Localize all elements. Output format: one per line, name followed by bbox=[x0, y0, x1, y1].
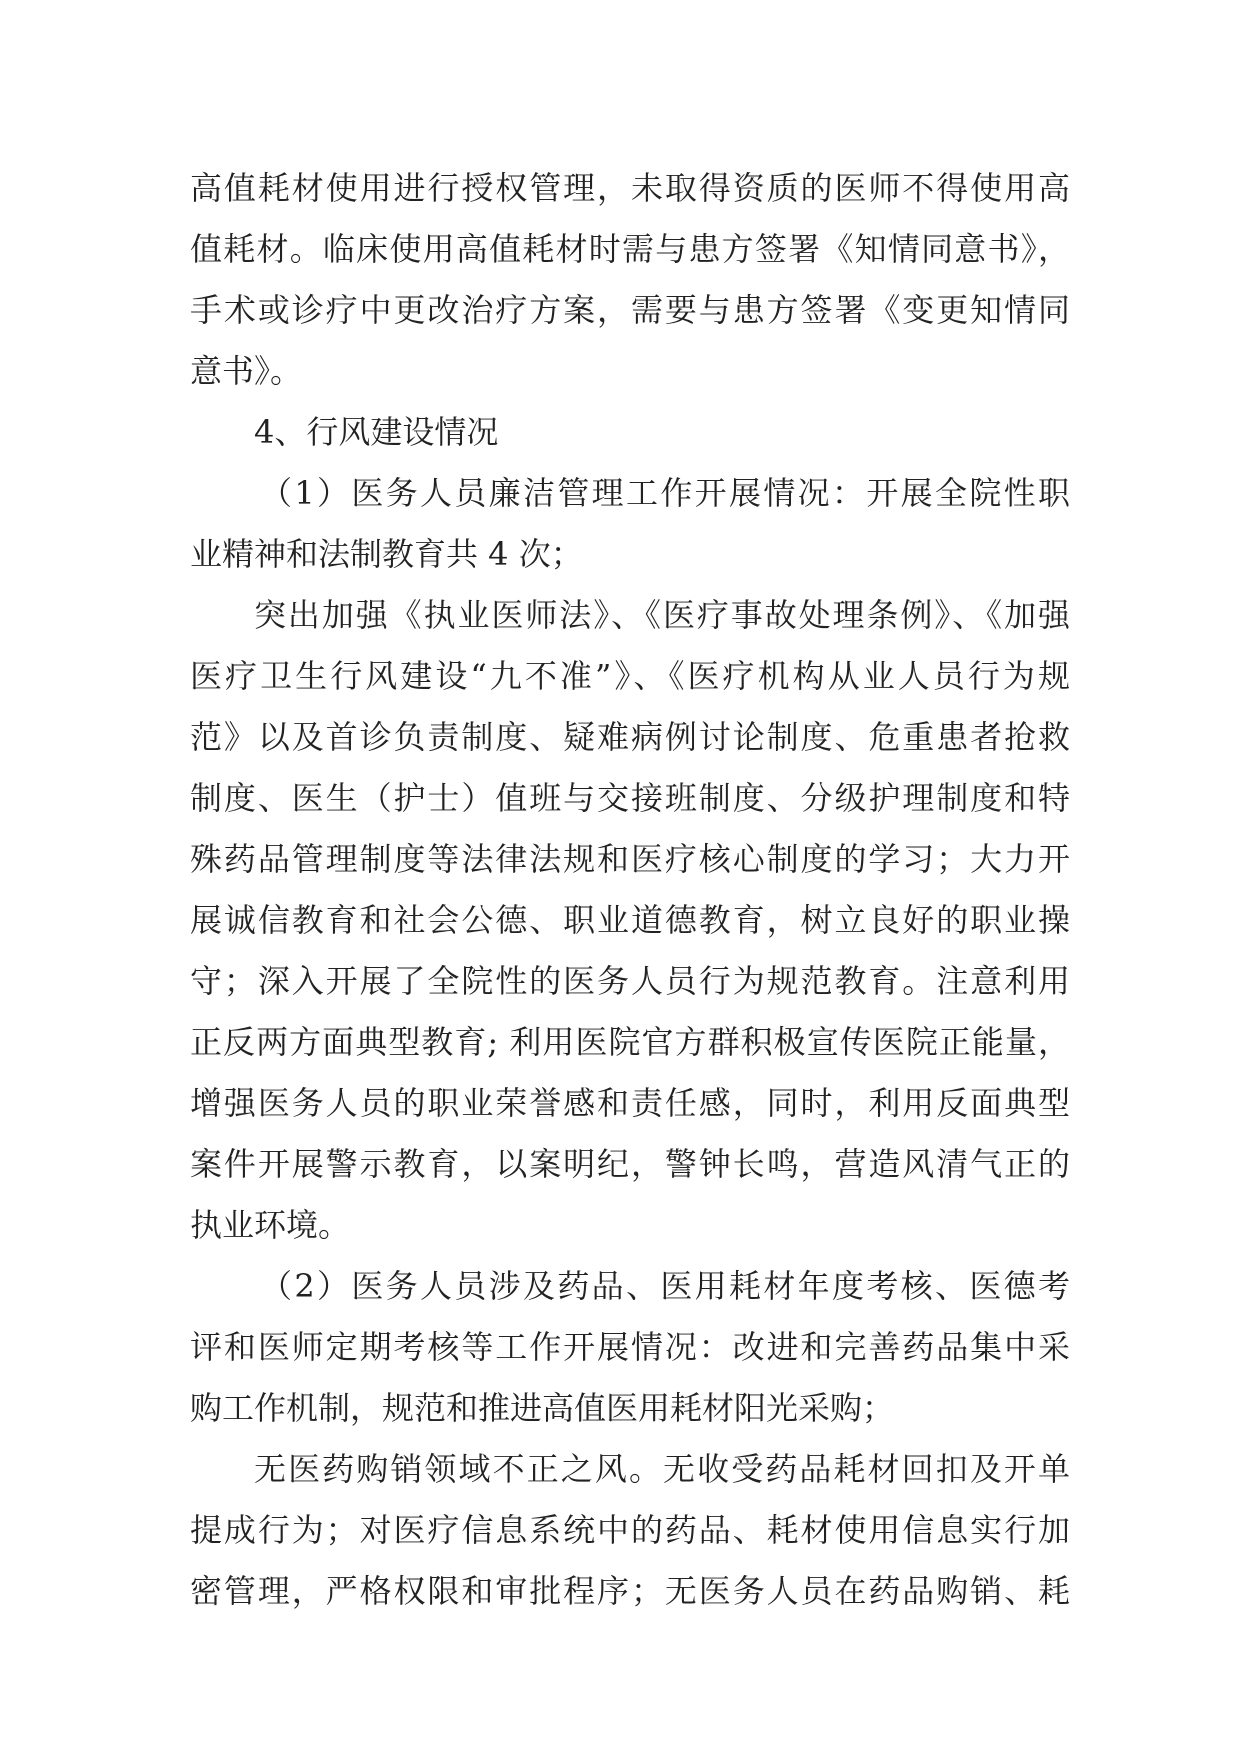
text-line: 评和医师定期考核等工作开展情况：改进和完善药品集中采 bbox=[190, 1328, 1070, 1366]
text-line: 增强医务人员的职业荣誉感和责任感，同时，利用反面典型 bbox=[190, 1084, 1070, 1122]
text-line: 突出加强《执业医师法》、《医疗事故处理条例》、《加强 bbox=[254, 596, 1070, 634]
text-line: 高值耗材使用进行授权管理，未取得资质的医师不得使用高 bbox=[190, 169, 1070, 207]
text-line: 提成行为；对医疗信息系统中的药品、耗材使用信息实行加 bbox=[190, 1511, 1070, 1549]
section-heading: 4、行风建设情况 bbox=[254, 413, 499, 451]
text-line: 守；深入开展了全院性的医务人员行为规范教育。注意利用 bbox=[190, 962, 1070, 1000]
text-line: 意书》。 bbox=[190, 352, 303, 390]
text-line: （2）医务人员涉及药品、医用耗材年度考核、医德考 bbox=[260, 1267, 1070, 1305]
text-line: 医疗卫生行风建设“九不准”》、《医疗机构从业人员行为规 bbox=[190, 657, 1070, 695]
text-line: 无医药购销领域不正之风。无收受药品耗材回扣及开单 bbox=[254, 1450, 1070, 1488]
text-line: （1）医务人员廉洁管理工作开展情况：开展全院性职 bbox=[260, 474, 1070, 512]
text-line: 展诚信教育和社会公德、职业道德教育，树立良好的职业操 bbox=[190, 901, 1070, 939]
text-line: 值耗材。临床使用高值耗材时需与患方签署《知情同意书》， bbox=[190, 230, 1070, 268]
text-line: 执业环境。 bbox=[190, 1206, 351, 1244]
text-line: 业精神和法制教育共 4 次； bbox=[190, 535, 583, 573]
text-line: 范》以及首诊负责制度、疑难病例讨论制度、危重患者抢救 bbox=[190, 718, 1070, 756]
text-line: 案件开展警示教育，以案明纪，警钟长鸣，营造风清气正的 bbox=[190, 1145, 1070, 1183]
text-line: 手术或诊疗中更改治疗方案，需要与患方签署《变更知情同 bbox=[190, 291, 1070, 329]
text-line: 购工作机制，规范和推进高值医用耗材阳光采购； bbox=[190, 1389, 895, 1427]
text-line: 殊药品管理制度等法律法规和医疗核心制度的学习；大力开 bbox=[190, 840, 1070, 878]
text-line: 制度、医生（护士）值班与交接班制度、分级护理制度和特 bbox=[190, 779, 1070, 817]
document-body bbox=[190, 158, 1070, 1622]
text-line: 正反两方面典型教育; 利用医院官方群积极宣传医院正能量， bbox=[190, 1023, 1070, 1061]
text-line: 密管理，严格权限和审批程序；无医务人员在药品购销、耗 bbox=[190, 1572, 1070, 1610]
